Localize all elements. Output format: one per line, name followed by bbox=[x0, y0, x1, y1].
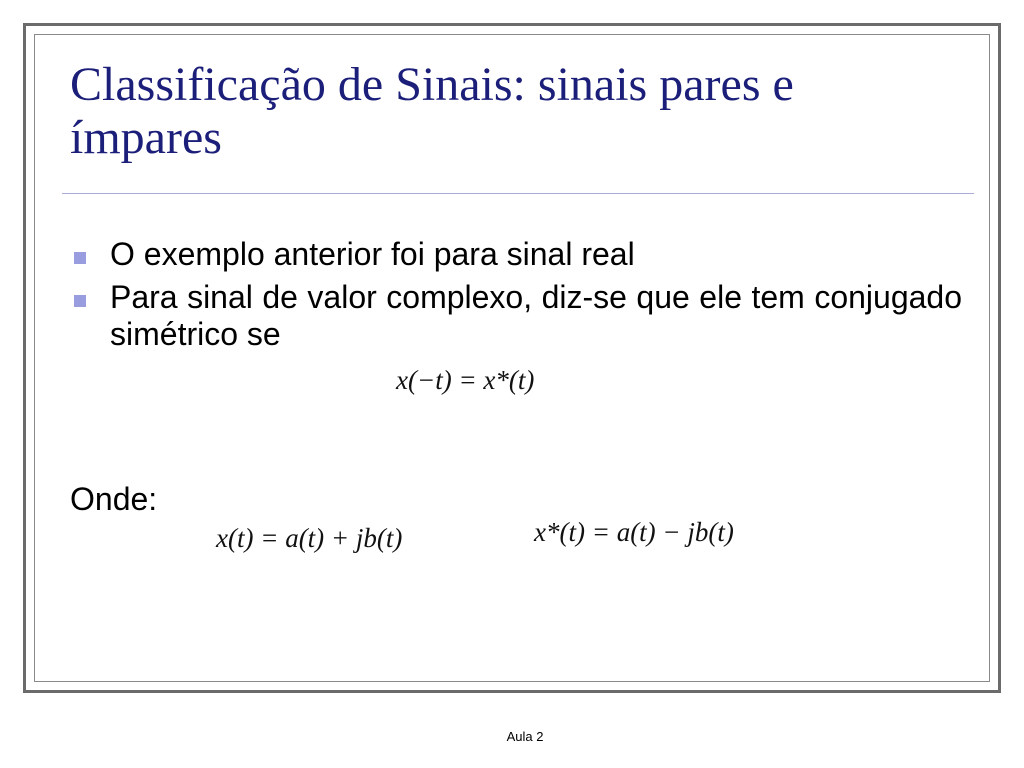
square-bullet-icon bbox=[74, 295, 86, 307]
slide-footer: Aula 2 bbox=[506, 729, 544, 744]
square-bullet-icon bbox=[74, 252, 86, 264]
bullet-item bbox=[70, 279, 962, 353]
title-divider bbox=[62, 193, 974, 194]
onde-label: Onde: bbox=[70, 481, 158, 517]
bullet-text: O exemplo anterior foi para sinal real bbox=[110, 236, 635, 272]
bullet-text: Para sinal de valor complexo, diz-se que ele tem conjugado simétrico se bbox=[110, 279, 962, 352]
equation-complex-conjugate: x*(t) = a(t) − jb(t) bbox=[534, 517, 734, 547]
equation-complex-signal: x(t) = a(t) + jb(t) bbox=[216, 523, 403, 553]
bullet-list bbox=[70, 236, 962, 359]
slide-title: Classificação de Sinais: sinais pares e ímpares bbox=[70, 58, 794, 164]
slide-frame bbox=[23, 23, 1001, 693]
equation-conjugate-symmetry: x(−t) = x*(t) bbox=[396, 365, 535, 395]
bullet-item bbox=[70, 236, 962, 273]
